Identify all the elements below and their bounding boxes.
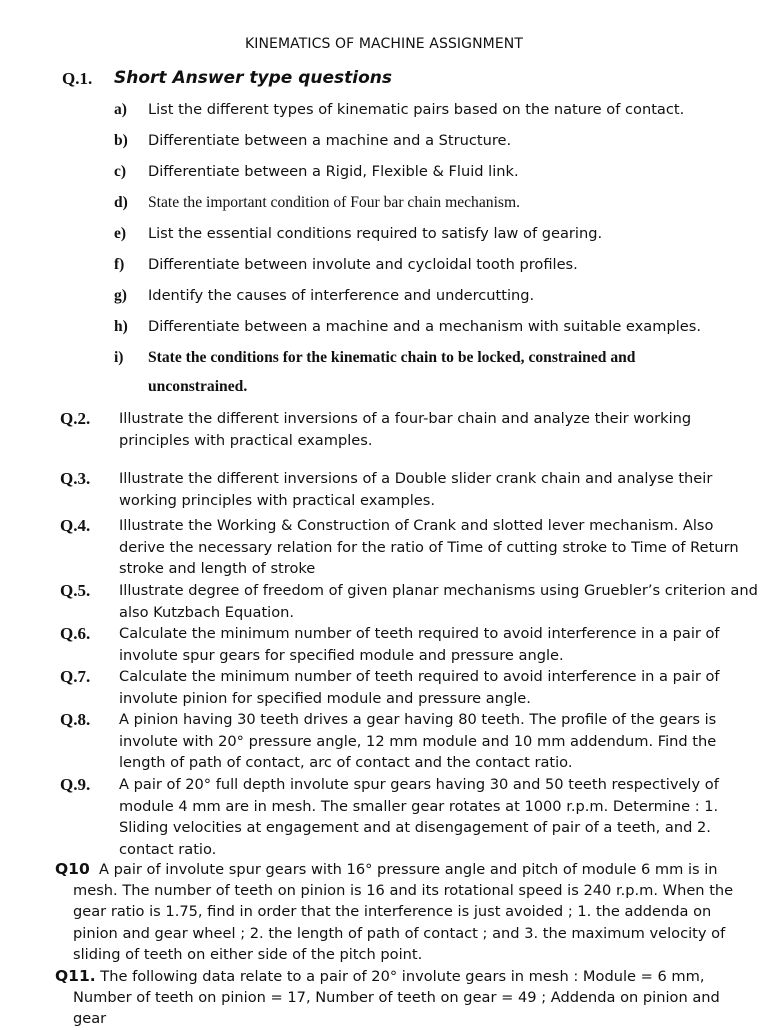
question-1-heading: Short Answer type questions: [114, 68, 392, 88]
question-text: Calculate the minimum number of teeth required to avoid interference in a pair of involute spur gears for specified module and pressure angle.: [119, 625, 720, 664]
sub-question-letter: e): [114, 225, 127, 242]
question-text-first-line: A pair of involute spur gears with 16° pressure angle and pitch of module 6 mm is in: [99, 861, 718, 878]
question-label: Q.8.: [60, 710, 91, 729]
sub-question-text: Differentiate between a machine and a Structure.: [148, 132, 512, 149]
question-text: Illustrate the different inversions of a four-bar chain and analyze their working principles with practical examples.: [119, 410, 692, 449]
sub-question-text: Differentiate between a Rigid, Flexible & Fluid link.: [148, 163, 519, 180]
sub-question-letter: h): [114, 318, 128, 335]
question-text-continued: mesh. The number of teeth on pinion is 16 and its rotational speed is 240 r.p.m. When the gear ratio is 1.75, find in order that the interference is just avoided ; 1. the addenda on pinion and gear wheel ; 2. the length of path of contact ; and 3. the maximum velocity of sliding of teeth on either side of the pitch point.: [73, 882, 734, 963]
question-label: Q.5.: [60, 581, 91, 600]
question-10: [55, 859, 755, 965]
question-label: Q.3.: [60, 469, 91, 488]
question-1-label: Q.1.: [62, 69, 93, 88]
question-text: Illustrate the Working & Construction of Crank and slotted lever mechanism. Also derive the necessary relation for the ratio of Time of cutting stroke to Time of Return stroke and length of stroke: [119, 517, 739, 577]
sub-question-letter: i): [114, 349, 124, 366]
sub-question-text: Identify the causes of interference and undercutting.: [148, 287, 535, 304]
question-text-first-line: The following data relate to a pair of 20° involute gears in mesh : Module = 6 mm,: [100, 968, 705, 985]
sub-question-letter: f): [114, 256, 125, 273]
sub-question-text: State the conditions for the kinematic chain to be locked, constrained and unconstrained.: [148, 349, 636, 395]
question-label: Q.2.: [60, 409, 91, 428]
sub-question-letter: a): [114, 101, 127, 118]
sub-question-text: Differentiate between a machine and a mechanism with suitable examples.: [148, 318, 701, 335]
sub-question-letter: c): [114, 163, 127, 180]
question-text: Calculate the minimum number of teeth required to avoid interference in a pair of involute pinion for specified module and pressure angle.: [119, 668, 720, 707]
document-title: KINEMATICS OF MACHINE ASSIGNMENT: [244, 36, 524, 52]
sub-question-text: Differentiate between involute and cycloidal tooth profiles.: [148, 256, 578, 273]
question-text: A pair of 20° full depth involute spur gears having 30 and 50 teeth respectively of module 4 mm are in mesh. The smaller gear rotates at 1000 r.p.m. Determine : 1. Sliding velocities at engagement and at disengagement of pair of a teeth, and 2. contact ratio.: [119, 776, 719, 858]
sub-question-text: List the essential conditions required to satisfy law of gearing.: [148, 225, 603, 242]
sub-question-letter: d): [114, 194, 128, 211]
question-label: Q.9.: [60, 775, 91, 794]
question-label: Q.6.: [60, 624, 91, 643]
sub-question-letter: b): [114, 132, 128, 149]
sub-question-text: State the important condition of Four bar chain mechanism.: [148, 194, 520, 211]
question-label: Q10: [55, 860, 90, 878]
question-text: Illustrate degree of freedom of given planar mechanisms using Gruebler’s criterion and also Kutzbach Equation.: [119, 582, 758, 621]
question-11: [55, 966, 755, 1030]
question-text: Illustrate the different inversions of a Double slider crank chain and analyse their working principles with practical examples.: [119, 470, 713, 509]
sub-question-text: List the different types of kinematic pairs based on the nature of contact.: [148, 101, 685, 118]
question-text-continued: Number of teeth on pinion = 17, Number of teeth on gear = 49 ; Addenda on pinion and gear: [73, 989, 720, 1028]
question-label: Q11.: [55, 967, 96, 985]
question-text: A pinion having 30 teeth drives a gear having 80 teeth. The profile of the gears is involute with 20° pressure angle, 12 mm module and 10 mm addendum. Find the length of path of contact, arc of contact and the contact ratio.: [119, 711, 717, 771]
question-label: Q.4.: [60, 516, 91, 535]
question-label: Q.7.: [60, 667, 91, 686]
sub-question-letter: g): [114, 287, 127, 304]
